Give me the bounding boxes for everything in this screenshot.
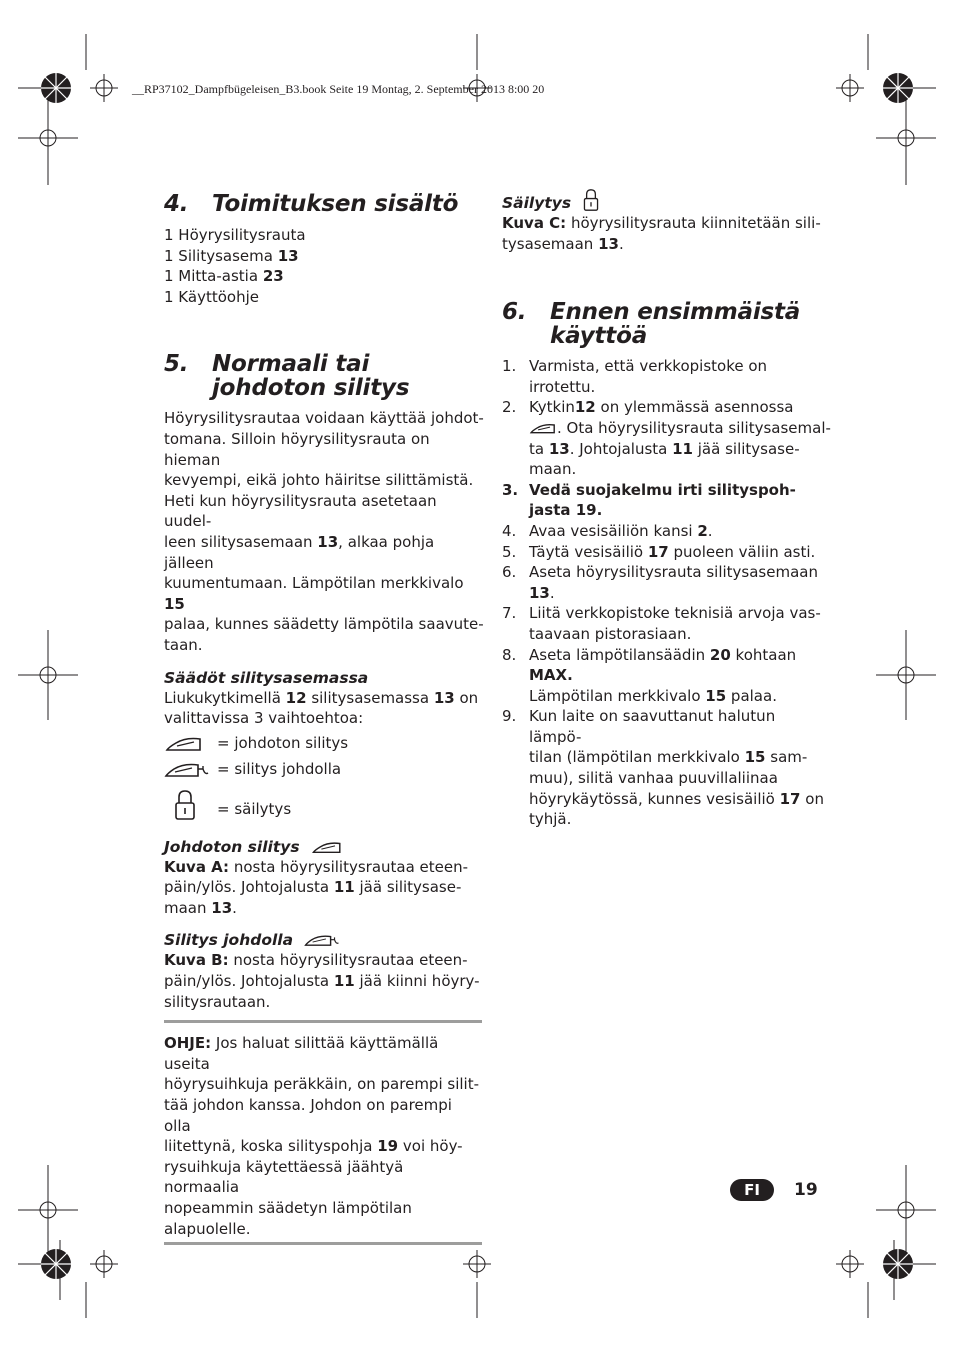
cordless-iron-icon	[529, 422, 557, 435]
cordless-text: Kuva A: nosta höyrysilitysrautaa eteen- päin/ylös. Johtojalusta 11 jää silitysase- maan 13.	[164, 857, 469, 917]
list-item: 8. Aseta lämpötilansäädin 20 kohtaan MAX. Lämpötilan merkkivalo 15 palaa.	[502, 645, 797, 705]
section-4-number: 4.	[164, 191, 189, 217]
list-item: 6. Aseta höyrysilitysrauta silitysasemaan 13.	[502, 563, 818, 602]
cordless-subheading: Johdoton silitys	[164, 837, 484, 857]
storage-text: Kuva C: höyrysilitysrauta kiinnitetään sili- tysasemaan 13.	[502, 214, 821, 253]
settings-subheading: Säädöt silitysasemassa	[164, 668, 369, 687]
list-item: 2. Kytkin12 on ylemmässä asennossa . Ota höyrysilitysrauta silitysasemal- ta 13. Johtojalusta 11 jää silitysase- maan.	[502, 398, 831, 479]
lock-icon	[174, 789, 196, 821]
first-use-steps	[502, 356, 832, 830]
section-6-heading	[502, 300, 832, 348]
option-storage: = säilytys	[164, 785, 484, 829]
list-item: 7. Liitä verkkopistoke teknisiä arvoja vas- taavaan pistorasiaan.	[502, 604, 821, 643]
section-4-title: Toimituksen sisältö	[212, 191, 459, 217]
corded-text: Kuva B: nosta höyrysilitysrautaa eteen- päin/ylös. Johtojalusta 11 jää kiinni höyry- silitysrautaan.	[164, 951, 480, 1011]
settings-options	[164, 733, 484, 829]
list-item: 1 Käyttöohje	[164, 287, 259, 306]
delivery-contents-list	[164, 225, 484, 307]
option-corded: = silitys johdolla	[164, 759, 484, 785]
list-item: 5. Täytä vesisäiliö 17 puoleen väliin asti.	[502, 542, 816, 561]
corded-iron-icon	[164, 761, 210, 779]
section-6-title-line2: käyttöä	[550, 323, 648, 350]
section-5-number: 5.	[164, 351, 189, 378]
section-6-number: 6.	[502, 299, 527, 326]
cordless-iron-icon	[164, 735, 204, 753]
option-cordless: = johdoton silitys	[164, 733, 484, 759]
note-box: OHJE: Jos haluat silittää käyttämällä useita höyrysuihkuja peräkkäin, on parempi silit- tää johdon kanssa. Johdon on parempi olla liitettynä, koska silityspohja 19 voi höy- rysuihkuja käytettäessä jäähtyä normaalia nopeammin säädetyn lämpötilan alapuolelle.	[164, 1020, 482, 1245]
language-badge: FI	[730, 1179, 774, 1201]
list-item: 3. Vedä suojakelmu irti silityspoh- jasta 19.	[502, 480, 796, 520]
page-footer	[730, 1179, 818, 1201]
list-item: 1 Höyrysilitysrauta	[164, 226, 306, 244]
section-5-title-line2: johdoton silitys	[212, 375, 410, 402]
right-column	[502, 188, 832, 830]
list-item: 9. Kun laite on saavuttanut halutun lämpö- tilan (lämpötilan merkkivalo 15 sam- muu), silitä vanhaa puuvillaliinaa höyrykäytössä, kunnes vesisäiliö 17 on tyhjä.	[502, 707, 824, 829]
list-item: 1 Silitysasema 13	[164, 246, 299, 265]
print-header: __RP37102_Dampfbügeleisen_B3.book Seite 19 Montag, 2. September 2013 8:00 20	[132, 82, 545, 96]
corded-iron-icon	[304, 933, 340, 948]
storage-subheading: Säilytys	[502, 188, 832, 213]
list-item: 1 Mitta-astia 23	[164, 267, 284, 286]
section-5-intro: Höyrysilitysrautaa voidaan käyttää johdot- tomana. Silloin höyrysilitysrauta on hieman kevyempi, eikä johto häiritse silittämistä. Heti kun höyrysilitysrauta asetetaan uudel- leen silitysasemaan 13, alkaa pohja jälleen kuumentumaan. Lämpötilan merkkivalo 15 palaa, kunnes säädetty lämpötila saavute- taan.	[164, 409, 484, 654]
section-4-heading	[164, 192, 484, 216]
section-6-title-line1: Ennen ensimmäistä	[550, 299, 801, 326]
lock-icon	[583, 188, 599, 212]
settings-text: Liukukytkimellä 12 silitysasemassa 13 on valittavissa 3 vaihtoehtoa:	[164, 688, 479, 728]
corded-subheading: Silitys johdolla	[164, 930, 484, 950]
cordless-iron-icon	[311, 840, 343, 855]
list-item: 4. Avaa vesisäiliön kansi 2.	[502, 521, 713, 540]
section-5-heading	[164, 352, 484, 400]
page-number: 19	[794, 1180, 818, 1200]
list-item: 1. Varmista, että verkkopistoke on irrotettu.	[502, 357, 768, 396]
section-5-title-line1: Normaali tai	[212, 351, 370, 378]
left-column	[164, 192, 484, 1245]
